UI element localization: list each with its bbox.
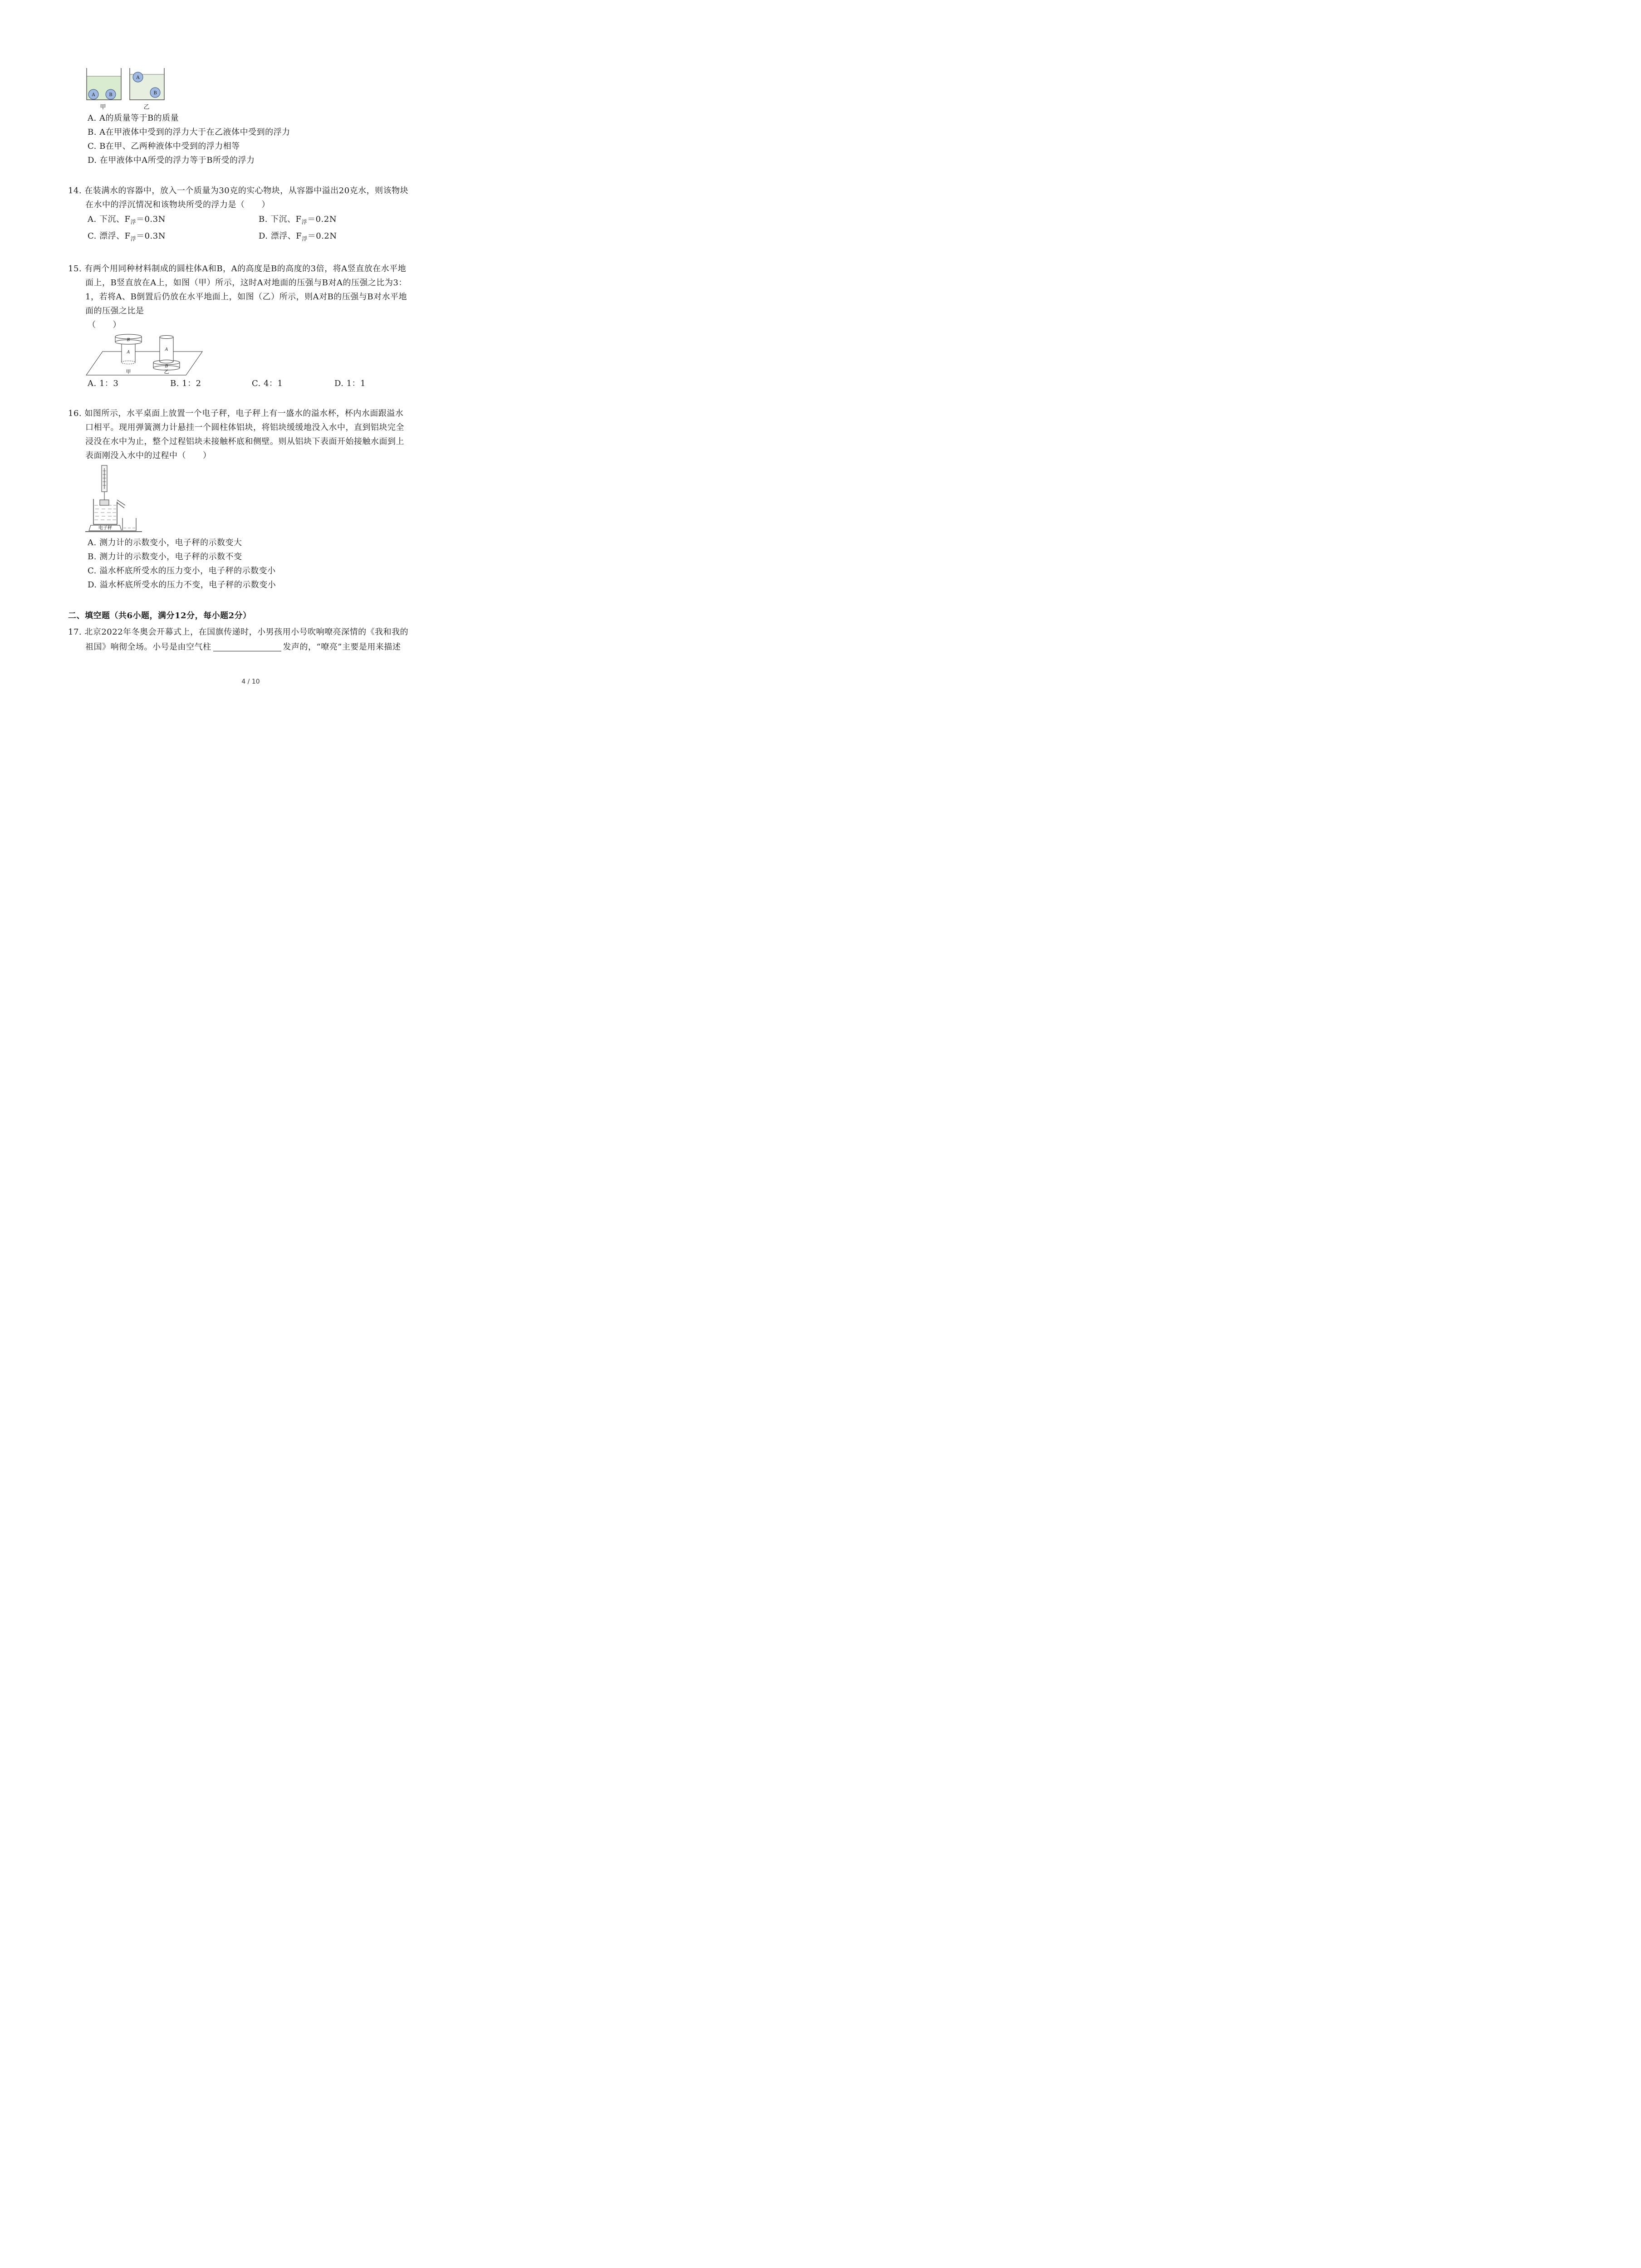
cylinder-stack-yi — [153, 336, 180, 371]
section-heading: 二、填空题（共6小题，满分12分，每小题2分） — [68, 611, 251, 621]
q14-option-b: B. 下沉、$F_浮=0.2N$ — [259, 215, 337, 225]
q17-stem-line2: 祖国》响彻全场。小号是由空气柱 发声的，“嘹亮”主要是用来描述 — [85, 642, 401, 652]
q15-stem-line4: 面的压强之比是 — [85, 306, 144, 316]
q17-answer-blank[interactable] — [213, 643, 281, 651]
q15-figure — [85, 333, 204, 376]
q13-option-b: B. A在甲液体中受到的浮力大于在乙液体中受到的浮力 — [88, 127, 290, 137]
label-jia: 甲 — [126, 369, 131, 375]
electronic-scale-label: 电子秤 — [98, 526, 112, 531]
q13-option-d: D. 在甲液体中A所受的浮力等于B所受的浮力 — [88, 156, 255, 165]
q16-option-d: D. 溢水杯底所受水的压力不变，电子秤的示数变小 — [88, 580, 276, 590]
label-yi: 乙 — [164, 369, 169, 375]
ball-a-label: A — [92, 93, 95, 98]
svg-text:A: A — [165, 347, 168, 352]
spring-scale — [102, 465, 107, 500]
q16-option-a: A. 测力计的示数变小，电子秤的示数变大 — [88, 538, 242, 547]
q13-option-a: A. A的质量等于B的质量 — [88, 113, 179, 123]
q13-option-c: C. B在甲、乙两种液体中受到的浮力相等 — [88, 142, 240, 151]
q14-option-d: D. 漂浮、$F_浮=0.2N$ — [259, 231, 337, 242]
page-number: 4 / 10 — [241, 678, 260, 685]
svg-text:A: A — [127, 350, 130, 355]
catch-beaker — [122, 518, 136, 531]
ball-b-label: B — [109, 93, 113, 98]
svg-text:B: B — [153, 91, 157, 96]
q15-stem-line1: 15. 有两个用同种材料制成的圆柱体A和B，A的高度是B的高度的3倍，将A竖直放在水平地 — [68, 264, 407, 274]
cylinder-stack-jia — [115, 334, 142, 364]
q16-stem-line3: 浸没在水中为止，整个过程铝块未接触杯底和侧壁。则从铝块下表面开始接触水面到上 — [85, 437, 404, 446]
q16-option-b: B. 测力计的示数变小，电子秤的示数不变 — [88, 552, 242, 562]
electronic-scale — [89, 525, 122, 531]
svg-text:B: B — [127, 338, 130, 342]
q14-stem-line1: 14. 在装满水的容器中，放入一个质量为30克的实心物块，从容器中溢出20克水，则该物块 — [68, 186, 409, 196]
svg-text:B: B — [165, 364, 168, 369]
q14-option-a: A. 下沉、$F_浮=0.3N$ — [88, 215, 166, 225]
q13-figure — [84, 67, 170, 112]
q15-option-b: B. 1：2 — [170, 379, 201, 388]
q15-stem-line3: 1，若将A、B倒置后仍放在水平地面上，如图（乙）所示，则A对B的压强与B对水平地 — [85, 292, 407, 302]
q16-stem-line4: 表面刚没入水中的过程中（ ） — [85, 451, 211, 460]
container-left — [87, 68, 121, 100]
q16-option-c: C. 溢水杯底所受水的压力变小，电子秤的示数变小 — [88, 566, 276, 576]
aluminum-block — [100, 500, 109, 505]
q16-stem-line2: 口相平。现用弹簧测力计悬挂一个圆柱体铝块，将铝块缓缓地没入水中，直到铝块完全 — [85, 423, 404, 432]
q15-option-c: C. 4：1 — [252, 379, 283, 388]
q15-option-a: A. 1：3 — [88, 379, 119, 388]
q15-stem-line2: 面上，B竖直放在A上，如图（甲）所示，这时A对地面的压强与B对A的压强之比为3： — [85, 278, 407, 288]
q15-option-d: D. 1：1 — [334, 379, 366, 388]
q14-option-c: C. 漂浮、$F_浮=0.3N$ — [88, 231, 166, 242]
q16-figure — [85, 464, 144, 534]
q16-stem-line1: 16. 如图所示，水平桌面上放置一个电子秤，电子秤上有一盛水的溢水杯，杯内水面跟溢水 — [68, 409, 404, 418]
q15-answer-paren: （ ） — [88, 320, 121, 330]
q17-stem-line1: 17. 北京2022年冬奥会开幕式上，在国旗传递时，小男孩用小号吹响嘹亮深情的《我和我的 — [68, 627, 409, 637]
overflow-cup — [93, 499, 125, 524]
label-jia: 甲 — [100, 104, 106, 111]
label-yi: 乙 — [143, 104, 150, 111]
q14-stem-line2: 在水中的浮沉情况和该物块所受的浮力是（ ） — [85, 200, 270, 210]
container-right — [130, 68, 164, 100]
svg-text:A: A — [136, 75, 140, 80]
ground-plane — [86, 352, 202, 375]
